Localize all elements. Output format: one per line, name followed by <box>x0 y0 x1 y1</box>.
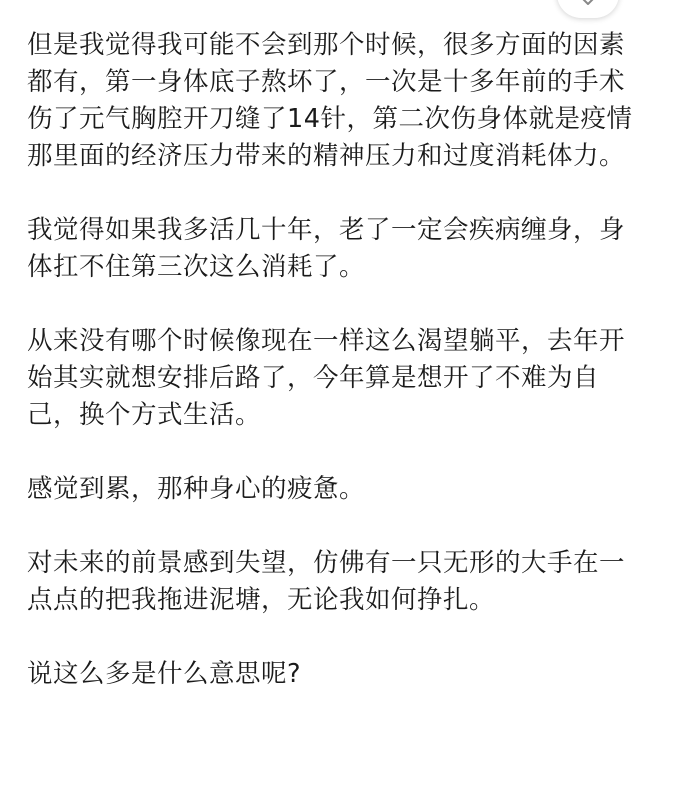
text-line: 但是我觉得我可能不会到那个时候，很多方面的因素 <box>27 30 626 60</box>
text-line: 伤了元气胸腔开刀缝了14针，第二次伤身体就是疫情 <box>27 104 633 134</box>
text-line: 说这么多是什么意思呢? <box>27 659 302 689</box>
paragraph-5 <box>27 545 667 619</box>
text-line: 体扛不住第三次这么消耗了。 <box>27 252 366 282</box>
text-line: 对未来的前景感到失望，仿佛有一只无形的大手在一 <box>27 548 626 578</box>
text-line: 感觉到累，那种身心的疲惫。 <box>27 474 366 504</box>
text-line: 那里面的经济压力带来的精神压力和过度消耗体力。 <box>27 141 626 171</box>
text-line: 己，换个方式生活。 <box>27 400 262 430</box>
text-line: 都有，第一身体底子熬坏了，一次是十多年前的手术 <box>27 67 626 97</box>
chevron-down-icon <box>579 0 597 10</box>
post-body <box>27 27 667 730</box>
paragraph-1 <box>27 27 667 175</box>
text-line: 点点的把我拖进泥塘，无论我如何挣扎。 <box>27 585 496 615</box>
paragraph-4 <box>27 471 667 508</box>
text-line: 始其实就想安排后路了，今年算是想开了不难为自 <box>27 363 600 393</box>
paragraph-2 <box>27 212 667 286</box>
collapse-button[interactable] <box>557 0 619 18</box>
text-line: 我觉得如果我多活几十年，老了一定会疾病缠身，身 <box>27 215 626 245</box>
paragraph-3 <box>27 323 667 434</box>
text-line: 从来没有哪个时候像现在一样这么渴望躺平，去年开 <box>27 326 626 356</box>
paragraph-6 <box>27 656 667 693</box>
